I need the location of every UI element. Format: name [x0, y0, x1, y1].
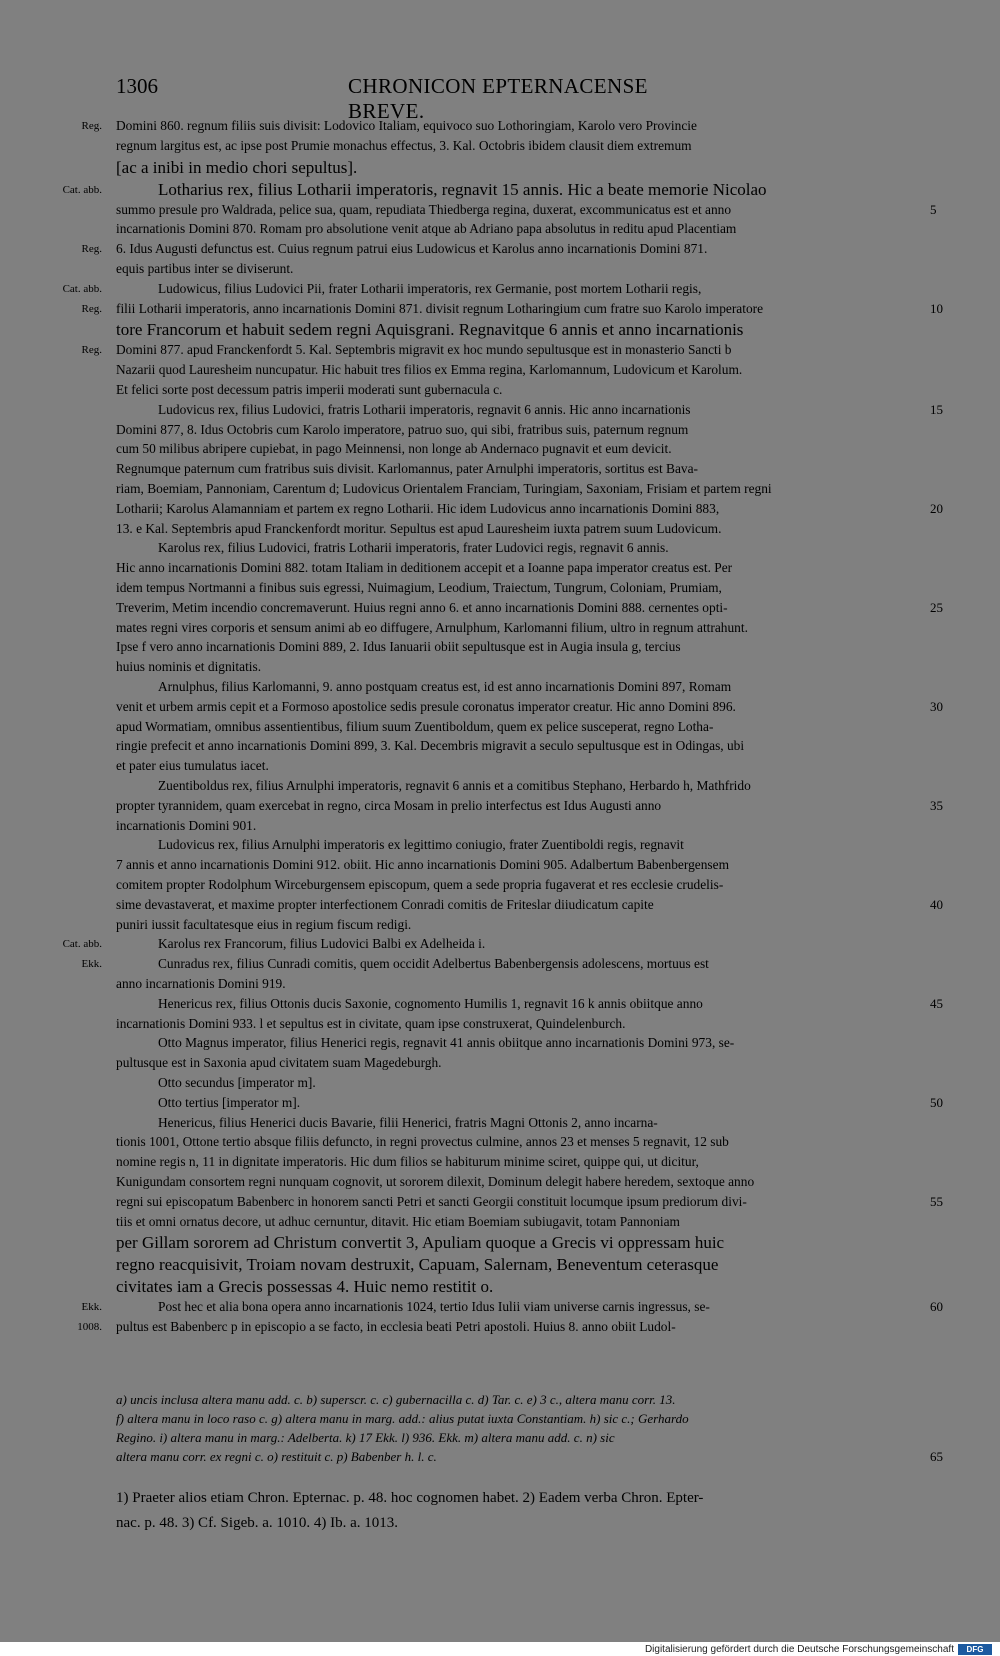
line-number: 65: [930, 1449, 943, 1464]
margin-source-label: Reg.: [81, 243, 102, 256]
text-line: Zuentiboldus rex, filius Arnulphi imperatoris, regnavit 6 annis et a comitibus Stephano, Herbardo h, Mathfrido: [158, 778, 751, 793]
text-line: Karolus rex Francorum, filius Ludovici Balbi ex Adelheida i.: [158, 936, 486, 952]
line-number: 35: [930, 797, 943, 813]
text-line: Otto Magnus imperator, filius Henerici regis, regnavit 41 annis obiitque anno incarnationis Domini 973, se-: [158, 1035, 735, 1051]
text-line: comitem propter Rodolphum Wirceburgensem episcopum, quem a sede propria fugaverat et res ecclesie crudelis-: [116, 877, 724, 892]
text-line: venit et urbem armis cepit et a Formoso apostolice sedis presule coronatus imperator creatur. Hic anno Domini 896.: [116, 698, 736, 714]
text-line: [ac a inibi in medio chori sepultus].: [116, 157, 358, 177]
text-line: per Gillam sororem ad Christum convertit 3, Apuliam quoque a Grecis vi oppressam huic: [116, 1233, 725, 1253]
line-number: 5: [930, 201, 937, 217]
line-number: 15: [930, 401, 943, 417]
text-line: Post hec et alia bona opera anno incarnationis 1024, tertio Idus Iulii viam universe carnis ingressus, se-: [158, 1299, 710, 1315]
line-number: 40: [930, 896, 943, 912]
text-line: equis partibus inter se diviserunt.: [116, 261, 294, 276]
page-header: [116, 74, 706, 123]
text-line: Kunigundam consortem regni nunquam cognovit, ut sororem dilexit, Dominum delegit habere heredem, sextoque anno: [116, 1174, 755, 1189]
text-line: Otto secundus [imperator m].: [158, 1075, 316, 1090]
apparatus-note-line: a) uncis inclusa altera manu add. c. b) superscr. c. c) gubernacilla c. d) Tar. c. e) 3 c., altera manu corr. 13.: [116, 1392, 676, 1407]
text-line: et pater eius tumulatus iacet.: [116, 758, 269, 774]
text-line: Nazarii quod Lauresheim nuncupatur. Hic habuit tres filios ex Emma regina, Karlomannum, Ludovicum et Karolum.: [116, 362, 743, 378]
text-line: ringie prefecit et anno incarnationis Domini 899, 3. Kal. Decembris migravit a seculo sepultusque est in Odingas, ubi: [116, 738, 745, 754]
margin-source-label: Cat. abb.: [62, 183, 102, 196]
page-number: 1306: [116, 74, 158, 98]
margin-source-label: Reg.: [81, 302, 102, 315]
text-line: riam, Boemiam, Pannoniam, Carentum d; Ludovicus Orientalem Franciam, Turingiam, Saxoniam, Frisiam et partem regni: [116, 481, 772, 496]
line-number: 60: [930, 1299, 943, 1315]
text-line: idem tempus Nortmanni a finibus suis egressi, Nuimagium, Leodium, Traiectum, Tungrum, Coloniam, Prumiam,: [116, 580, 722, 595]
text-line: Arnulphus, filius Karlomanni, 9. anno postquam creatus est, id est anno incarnationis Domini 897, Romam: [158, 679, 732, 694]
text-line: Regnumque paternum cum fratribus suis divisit. Karlomannus, pater Arnulphi imperatoris, sortitus est Bava-: [116, 461, 699, 477]
text-line: Lotharius rex, filius Lotharii imperatoris, regnavit 15 annis. Hic a beate memorie Nicolao: [158, 179, 767, 199]
footnote-line: 1) Praeter alios etiam Chron. Epternac. p. 48. hoc cognomen habet. 2) Eadem verba Chron. Epter-: [116, 1490, 704, 1506]
text-line: 13. e Kal. Septembris apud Franckenfordt moritur. Sepultus est apud Lauresheim iuxta patrem suum Ludovicum.: [116, 520, 722, 536]
text-line: puniri iussit facultatesque eius in regium fiscum redigi.: [116, 916, 412, 932]
text-line: civitates iam a Grecis possessas 4. Huic nemo restitit o.: [116, 1277, 494, 1297]
dfg-credit: Digitalisierung gefördert durch die Deutsche Forschungsgemeinschaft: [644, 1644, 954, 1655]
margin-source-label: Cat. abb.: [62, 938, 102, 951]
margin-source-label: Ekk.: [81, 958, 102, 971]
text-line: Ludovicus rex, filius Ludovici, fratris Lotharii imperatoris, regnavit 6 annis. Hic anno incarnationis: [158, 401, 691, 417]
text-line: tiis et omni ornatus decore, ut adhuc cernuntur, ditavit. Hic etiam Boemiam subiugavit, totam Pannoniam: [116, 1213, 680, 1229]
margin-source-label: 1008.: [77, 1321, 102, 1334]
text-line: Henericus rex, filius Ottonis ducis Saxonie, cognomento Humilis 1, regnavit 16 k annis obiitque anno: [158, 995, 703, 1011]
line-number: 25: [930, 599, 943, 615]
text-line: Et felici sorte post decessum patris imperii moderati sunt gubernacula c.: [116, 382, 503, 397]
margin-source-label: Reg.: [81, 120, 102, 132]
margin-source-label: Reg.: [81, 344, 102, 357]
apparatus-note-line: Regino. i) altera manu in marg.: Adelberta. k) 17 Ekk. l) 936. Ekk. m) altera manu add. c. n) sic: [116, 1430, 615, 1445]
text-line: apud Wormatiam, omnibus assentientibus, filium suum Zuentiboldum, quem ex pelice susceperat, regno Lotha-: [116, 718, 714, 734]
margin-source-label: Ekk.: [81, 1301, 102, 1314]
text-line: Ludowicus, filius Ludovici Pii, frater Lotharii imperatoris, rex Germanie, post mortem Lotharii regis,: [158, 280, 702, 296]
apparatus-note-line: altera manu corr. ex regni c. o) restituit c. p) Babenber h. l. c.: [116, 1449, 437, 1464]
text-line: Domini 877. apud Franckenfordt 5. Kal. Septembris migravit ex hoc mundo sepultusque est in monasterio Sancti b: [116, 342, 732, 358]
line-number: 45: [930, 995, 943, 1011]
text-line: huius nominis et dignitatis.: [116, 659, 262, 675]
text-line: anno incarnationis Domini 919.: [116, 976, 286, 991]
text-line: Domini 877, 8. Idus Octobris cum Karolo imperatore, patruo suo, qui sibi, fratribus suis, paternum regnum: [116, 421, 689, 437]
text-line: incarnationis Domini 933. l et sepultus est in civitate, quam ipse construxerat, Quindelenburch.: [116, 1015, 626, 1031]
text-line: tore Francorum et habuit sedem regni Aquisgrani. Regnavitque 6 annis et anno incarnationis: [116, 320, 744, 340]
text-line: Ludovicus rex, filius Arnulphi imperatoris ex legittimo coniugio, frater Zuentiboldi regis, regnavit: [158, 837, 684, 853]
text-line: Treverim, Metim incendio concremaverunt. Huius regni anno 6. et anno incarnationis Domini 888. cernentes opti-: [116, 599, 728, 615]
text-line: mates regni vires corporis et sensum animi ab eo diffugere, Arnulphum, Karlomanni filium, ultro in regnum attrahunt.: [116, 619, 748, 635]
text-line: nomine regis n, 11 in dignitate imperatoris. Hic dum filios se habiturum minime sciret, quippe qui, ut dicitur,: [116, 1154, 699, 1170]
text-line: pultus est Babenberc p in episcopio a se facto, in ecclesia beati Petri apostoli. Huius 8. anno obiit Ludol-: [116, 1319, 676, 1335]
line-number: 50: [930, 1094, 943, 1110]
text-line: Otto tertius [imperator m].: [158, 1094, 301, 1110]
text-line: incarnationis Domini 901.: [116, 817, 257, 833]
dfg-logo: DFG: [958, 1644, 992, 1655]
text-line: pultusque est in Saxonia apud civitatem suam Magedeburgh.: [116, 1055, 442, 1071]
apparatus-note-line: f) altera manu in loco raso c. g) altera manu in marg. add.: alius putat iuxta Constantiam. h) sic c.; Gerhardo: [116, 1411, 689, 1426]
line-number: 10: [930, 300, 943, 316]
text-line: regno reacquisivit, Troiam novam destruxit, Capuam, Salernam, Beneventum ceterasque: [116, 1255, 719, 1275]
text-line: 6. Idus Augusti defunctus est. Cuius regnum patrui eius Ludowicus et Karolus anno incarnationis Domini 871.: [116, 241, 708, 257]
text-line: tionis 1001, Ottone tertio absque filiis defuncto, in regni provectus culmine, annos 23 et menses 5 regnavit, 12 sub: [116, 1134, 729, 1150]
margin-source-label: Cat. abb.: [62, 282, 102, 295]
text-line: propter tyrannidem, quam exercebat in regno, circa Mosam in prelio interfectus est Idus Augusti anno: [116, 797, 662, 813]
text-line: Cunradus rex, filius Cunradi comitis, quem occidit Adelbertus Babenbergensis adolescens, mortuus est: [158, 956, 709, 972]
line-number: 30: [930, 698, 943, 714]
footnote-line: nac. p. 48. 3) Cf. Sigeb. a. 1010. 4) Ib. a. 1013.: [116, 1515, 399, 1531]
text-line: Hic anno incarnationis Domini 882. totam Italiam in deditionem accepit et a Ioanne papa imperator creatus est. Per: [116, 560, 733, 576]
text-line: cum 50 milibus abripere cupiebat, in pago Meinnensi, non longe ab Andernaco pugnavit et eum devicit.: [116, 441, 672, 457]
text-line: Lotharii; Karolus Alamanniam et partem ex regno Lotharii. Hic idem Ludovicus anno incarnationis Domini 883,: [116, 500, 720, 516]
text-line: 7 annis et anno incarnationis Domini 912. obiit. Hic anno incarnationis Domini 905. Adalbertum Babenbergensem: [116, 857, 729, 873]
text-line: regnum largitus est, ac ipse post Prumie monachus effectus, 3. Kal. Octobris ibidem clausit diem extremum: [116, 137, 692, 153]
text-line: sime devastaverat, et maxime propter interfectionem Conradi comitis de Friteslar diiudicatum capite: [116, 896, 654, 912]
text-line: Karolus rex, filius Ludovici, fratris Lotharii imperatoris, frater Ludovici regis, regnavit 6 annis.: [158, 540, 669, 556]
text-line: summo presule pro Waldrada, pelice sua, quam, repudiata Thiedberga regina, duxerat, excommunicatus est et anno: [116, 201, 732, 217]
text-line: Domini 860. regnum filiis suis divisit: Lodovico Italiam, equivoco suo Lothoringiam, Karolo vero Provincie: [116, 118, 697, 133]
page-title: CHRONICON EPTERNACENSE BREVE.: [348, 74, 648, 123]
text-line: regni sui episcopatum Babenberc in honorem sancti Petri et sancti Georgii constituit locumque ipsum prediorum divi-: [116, 1193, 747, 1209]
text-line: filii Lotharii imperatoris, anno incarnationis Domini 871. divisit regnum Lotharingium cum fratre suo Karolo imperatore: [116, 300, 764, 316]
line-number: 20: [930, 500, 943, 516]
text-line: Henericus, filius Henerici ducis Bavarie, filii Henerici, fratris Magni Ottonis 2, anno incarna-: [158, 1114, 658, 1130]
text-line: incarnationis Domini 870. Romam pro absolutione venit atque ab Adriano papa absolutus in reditu apud Placentiam: [116, 221, 737, 237]
line-number: 55: [930, 1193, 943, 1209]
text-line: Ipse f vero anno incarnationis Domini 889, 2. Idus Ianuarii obiit sepultusque est in Augia insula g, tercius: [116, 639, 681, 655]
